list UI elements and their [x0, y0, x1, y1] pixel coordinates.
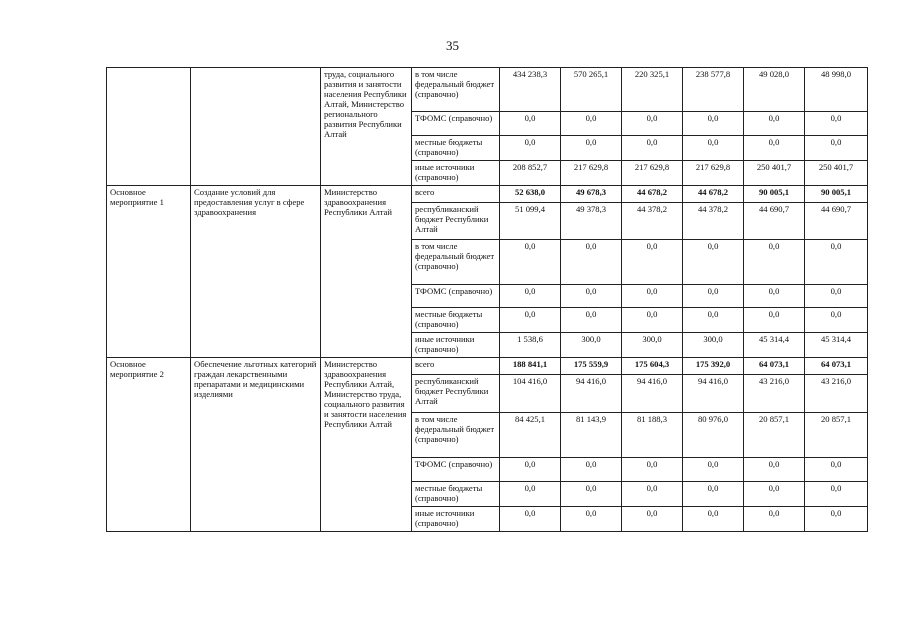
amount-cell: 0,0: [622, 285, 683, 308]
amount-cell: 45 314,4: [744, 333, 805, 358]
measure-description-cell: Обеспечение льготных категорий граждан лекарственными препаратами и медицинскими изделиями: [191, 358, 321, 532]
amount-cell: 250 401,7: [744, 161, 805, 186]
amount-cell: 0,0: [500, 308, 561, 333]
measure-description-cell: [191, 68, 321, 186]
amount-cell: 94 416,0: [683, 375, 744, 413]
amount-cell: 570 265,1: [561, 68, 622, 112]
amount-cell: 0,0: [622, 308, 683, 333]
amount-cell: 45 314,4: [805, 333, 868, 358]
amount-cell: 300,0: [683, 333, 744, 358]
amount-cell: 0,0: [683, 112, 744, 136]
executor-cell: труда, социального развития и занятости населения Республики Алтай, Министерство регионального развития Республики Алтай: [321, 68, 412, 186]
table-row: [107, 186, 868, 203]
amount-cell: 1 538,6: [500, 333, 561, 358]
amount-cell: 0,0: [683, 285, 744, 308]
amount-cell: 90 005,1: [805, 186, 868, 203]
funding-source-cell: местные бюджеты (справочно): [412, 308, 500, 333]
amount-cell: 51 099,4: [500, 203, 561, 240]
measure-title-cell: Основное мероприятие 1: [107, 186, 191, 358]
amount-cell: 0,0: [744, 482, 805, 507]
funding-source-cell: всего: [412, 186, 500, 203]
amount-cell: 20 857,1: [805, 413, 868, 458]
funding-source-cell: в том числе федеральный бюджет (справочно): [412, 240, 500, 285]
amount-cell: 0,0: [805, 285, 868, 308]
amount-cell: 64 073,1: [805, 358, 868, 375]
amount-cell: 52 638,0: [500, 186, 561, 203]
amount-cell: 0,0: [500, 458, 561, 482]
amount-cell: 188 841,1: [500, 358, 561, 375]
table-row: [107, 68, 868, 112]
amount-cell: 175 604,3: [622, 358, 683, 375]
amount-cell: 104 416,0: [500, 375, 561, 413]
measure-title-cell: Основное мероприятие 2: [107, 358, 191, 532]
amount-cell: 217 629,8: [683, 161, 744, 186]
funding-source-cell: ТФОМС (справочно): [412, 285, 500, 308]
amount-cell: 0,0: [683, 308, 744, 333]
amount-cell: 217 629,8: [622, 161, 683, 186]
amount-cell: 0,0: [561, 240, 622, 285]
amount-cell: 81 143,9: [561, 413, 622, 458]
amount-cell: 0,0: [683, 240, 744, 285]
funding-source-cell: иные источники (справочно): [412, 161, 500, 186]
amount-cell: 44 678,2: [622, 186, 683, 203]
amount-cell: 0,0: [683, 136, 744, 161]
amount-cell: 0,0: [805, 308, 868, 333]
amount-cell: 43 216,0: [805, 375, 868, 413]
page-number: 35: [446, 38, 459, 53]
amount-cell: 0,0: [683, 482, 744, 507]
amount-cell: 94 416,0: [622, 375, 683, 413]
amount-cell: 0,0: [744, 308, 805, 333]
funding-source-cell: всего: [412, 358, 500, 375]
funding-source-cell: иные источники (справочно): [412, 333, 500, 358]
amount-cell: 49 678,3: [561, 186, 622, 203]
amount-cell: 238 577,8: [683, 68, 744, 112]
table-row: [107, 358, 868, 375]
amount-cell: 0,0: [805, 112, 868, 136]
measure-title-cell: [107, 68, 191, 186]
amount-cell: 0,0: [683, 507, 744, 532]
funding-source-cell: местные бюджеты (справочно): [412, 482, 500, 507]
amount-cell: 0,0: [744, 112, 805, 136]
amount-cell: 0,0: [561, 112, 622, 136]
amount-cell: 0,0: [805, 240, 868, 285]
amount-cell: 0,0: [683, 458, 744, 482]
amount-cell: 43 216,0: [744, 375, 805, 413]
amount-cell: 0,0: [805, 136, 868, 161]
amount-cell: 0,0: [561, 136, 622, 161]
amount-cell: 81 188,3: [622, 413, 683, 458]
amount-cell: 0,0: [744, 458, 805, 482]
amount-cell: 0,0: [805, 482, 868, 507]
executor-cell: Министерство здравоохранения Республики Алтай, Министерство труда, социального развития и занятости населения Республики Алтай: [321, 358, 412, 532]
amount-cell: 250 401,7: [805, 161, 868, 186]
funding-source-cell: в том числе федеральный бюджет (справочно): [412, 413, 500, 458]
amount-cell: 0,0: [622, 458, 683, 482]
amount-cell: 0,0: [622, 136, 683, 161]
amount-cell: 0,0: [500, 285, 561, 308]
amount-cell: 0,0: [622, 507, 683, 532]
amount-cell: 0,0: [500, 136, 561, 161]
amount-cell: 300,0: [622, 333, 683, 358]
funding-source-cell: республиканский бюджет Республики Алтай: [412, 203, 500, 240]
amount-cell: 0,0: [744, 240, 805, 285]
amount-cell: 0,0: [744, 507, 805, 532]
amount-cell: 80 976,0: [683, 413, 744, 458]
amount-cell: 48 998,0: [805, 68, 868, 112]
amount-cell: 20 857,1: [744, 413, 805, 458]
funding-source-cell: иные источники (справочно): [412, 507, 500, 532]
amount-cell: 0,0: [805, 507, 868, 532]
amount-cell: 434 238,3: [500, 68, 561, 112]
amount-cell: 0,0: [500, 240, 561, 285]
amount-cell: 0,0: [622, 112, 683, 136]
amount-cell: 49 028,0: [744, 68, 805, 112]
funding-source-cell: республиканский бюджет Республики Алтай: [412, 375, 500, 413]
amount-cell: 84 425,1: [500, 413, 561, 458]
amount-cell: 175 392,0: [683, 358, 744, 375]
amount-cell: 0,0: [622, 482, 683, 507]
amount-cell: 49 378,3: [561, 203, 622, 240]
funding-source-cell: в том числе федеральный бюджет (справочно): [412, 68, 500, 112]
amount-cell: 0,0: [744, 136, 805, 161]
funding-source-cell: ТФОМС (справочно): [412, 112, 500, 136]
amount-cell: 44 690,7: [744, 203, 805, 240]
amount-cell: 208 852,7: [500, 161, 561, 186]
amount-cell: 0,0: [561, 482, 622, 507]
amount-cell: 220 325,1: [622, 68, 683, 112]
executor-cell: Министерство здравоохранения Республики Алтай: [321, 186, 412, 358]
amount-cell: 0,0: [500, 112, 561, 136]
budget-table: [106, 67, 868, 532]
amount-cell: 44 678,2: [683, 186, 744, 203]
amount-cell: 217 629,8: [561, 161, 622, 186]
amount-cell: 44 378,2: [683, 203, 744, 240]
amount-cell: 0,0: [561, 308, 622, 333]
amount-cell: 0,0: [805, 458, 868, 482]
amount-cell: 0,0: [500, 482, 561, 507]
amount-cell: 94 416,0: [561, 375, 622, 413]
amount-cell: 175 559,9: [561, 358, 622, 375]
amount-cell: 44 690,7: [805, 203, 868, 240]
amount-cell: 0,0: [561, 507, 622, 532]
amount-cell: 44 378,2: [622, 203, 683, 240]
amount-cell: 0,0: [500, 507, 561, 532]
amount-cell: 0,0: [561, 458, 622, 482]
funding-source-cell: ТФОМС (справочно): [412, 458, 500, 482]
amount-cell: 64 073,1: [744, 358, 805, 375]
funding-source-cell: местные бюджеты (справочно): [412, 136, 500, 161]
amount-cell: 90 005,1: [744, 186, 805, 203]
measure-description-cell: Создание условий для предоставления услуг в сфере здравоохранения: [191, 186, 321, 358]
amount-cell: 0,0: [561, 285, 622, 308]
amount-cell: 300,0: [561, 333, 622, 358]
amount-cell: 0,0: [744, 285, 805, 308]
amount-cell: 0,0: [622, 240, 683, 285]
